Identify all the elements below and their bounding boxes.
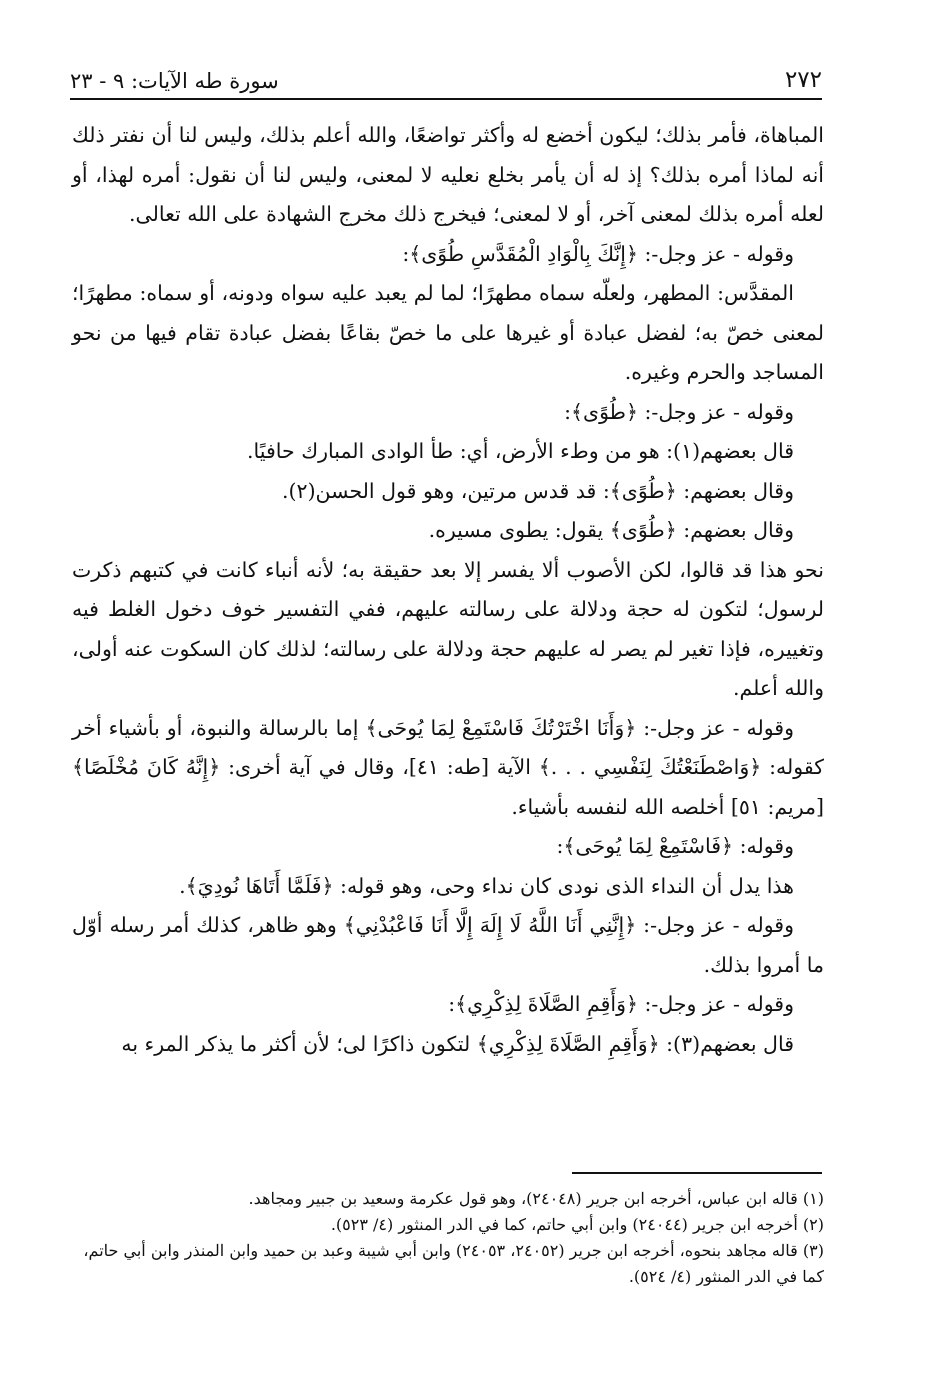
- running-title: سورة طه الآيات: ٩ - ٢٣: [70, 69, 279, 93]
- paragraph: وقال بعضهم: ﴿طُوًى﴾ يقول: يطوى مسيره.: [428, 518, 794, 542]
- paragraph: قال بعضهم(١): هو من وطء الأرض، أي: طأ الوادى المبارك حافيًا.: [247, 439, 794, 463]
- footnote: (٣) قاله مجاهد بنحوه، أخرجه ابن جرير (٢٤٠٥٢، ٢٤٠٥٣) وابن أبي شيبة وعبد بن حميد وابن المنذر وابن أبي حاتم، كما في الدر المنثور (٤/ ٥٢٤).: [83, 1241, 824, 1286]
- page-number: ٢٧٢: [784, 67, 822, 93]
- main-text: [72, 116, 824, 1064]
- paragraph: وقال بعضهم: ﴿طُوًى﴾: قد قدس مرتين، وهو قول الحسن(٢).: [282, 478, 794, 503]
- page-header: [70, 58, 822, 100]
- paragraph: المقدَّس: المطهر، ولعلّه سماه مطهرًا؛ لما لم يعبد عليه سواه ودونه، أو سماه: مطهرًا؛ لمعنى خصّ به؛ لفضل عبادة أو غيرها على ما خصّ بقاعًا بفضل عبادة تقام فيها من نحو المساجد والحرم وغيره.: [72, 281, 824, 384]
- footnotes: [72, 1186, 824, 1290]
- paragraph: وقوله - عز وجل-: ﴿وَأَنَا اخْتَرْتُكَ فَاسْتَمِعْ لِمَا يُوحَى﴾ إما بالرسالة والنبوة، أو بأشياء أخر كقوله: ﴿وَاصْطَنَعْتُكَ لِنَفْسِي . . .﴾ الآية [طه: ٤١]، وقال في آية أخرى: ﴿إِنَّهُ كَانَ مُخْلَصًا﴾ [مريم: ٥١] أخلصه الله لنفسه بأشياء.: [72, 715, 824, 819]
- paragraph: وقوله - عز وجل-: ﴿وَأَقِمِ الصَّلَاةَ لِذِكْرِي﴾:: [448, 992, 794, 1016]
- paragraph: نحو هذا قد قالوا، لكن الأصوب ألا يفسر إلا بعد حقيقة به؛ لأنه أنباء كانت في كتبهم ذكرت لرسول؛ لتكون له حجة ودلالة على رسالته عليهم، ففي التفسير خوف دخول الغلط فيه وتغييره، فإذا تغير لم يصر له عليهم حجة ودلالة على رسالته؛ لذلك كان السكوت عنه أولى، والله أعلم.: [72, 557, 824, 700]
- paragraph: وقوله - عز وجل-: ﴿طُوًى﴾:: [564, 399, 794, 424]
- paragraph: قال بعضهم(٣): ﴿وَأَقِمِ الصَّلَاةَ لِذِكْرِي﴾ لتكون ذاكرًا لى؛ لأن أكثر ما يذكر المرء به: [121, 1031, 794, 1056]
- footnote: (١) قاله ابن عباس، أخرجه ابن جرير (٢٤٠٤٨)، وهو قول عكرمة وسعيد بن جبير ومجاهد.: [248, 1189, 824, 1208]
- paragraph: وقوله: ﴿فَاسْتَمِعْ لِمَا يُوحَى﴾:: [556, 834, 794, 858]
- paragraph: المباهاة، فأمر بذلك؛ ليكون أخضع له وأكثر تواضعًا، والله أعلم بذلك، وليس لنا أن نفتر ذلك أنه لماذا أمره بذلك؟ إذ له أن يأمر بخلع نعليه لا لمعنى، وليس لنا أن نقول: أمره لهذا، أو لعله أمره بذلك لمعنى آخر، أو لا لمعنى؛ فيخرج ذلك مخرج الشهادة على الله تعالى.: [72, 123, 824, 226]
- footnote-separator: [572, 1172, 822, 1174]
- paragraph: هذا يدل أن النداء الذى نودى كان نداء وحى، وهو قوله: ﴿فَلَمَّا أَتَاهَا نُودِيَ﴾.: [179, 873, 794, 898]
- paragraph: وقوله - عز وجل-: ﴿إِنَّكَ بِالْوَادِ الْمُقَدَّسِ طُوًى﴾:: [402, 241, 794, 266]
- paragraph: وقوله - عز وجل-: ﴿إِنَّنِي أَنَا اللَّهُ لَا إِلَهَ إِلَّا أَنَا فَاعْبُدْنِي﴾ وهو ظاهر، كذلك أمر رسله أوّل ما أمروا بذلك.: [72, 913, 824, 977]
- footnote: (٢) أخرجه ابن جرير (٢٤٠٤٤) وابن أبي حاتم، كما في الدر المنثور (٤/ ٥٢٣).: [330, 1215, 824, 1234]
